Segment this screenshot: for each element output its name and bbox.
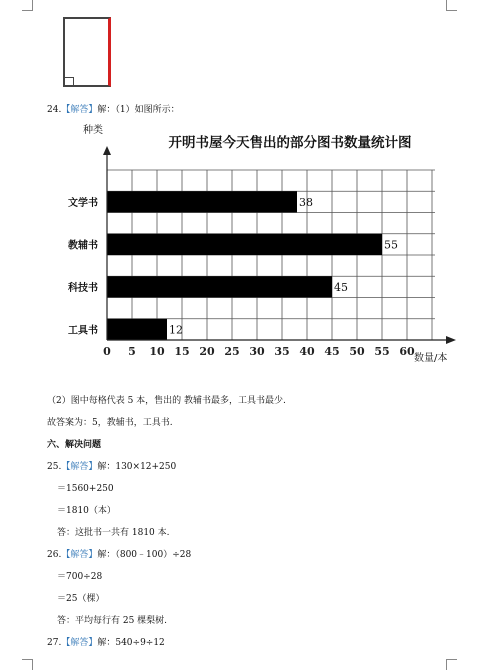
q24-part2-line: （2）图中每格代表 5 本，售出的 教辅书最多，工具书最少.	[47, 396, 286, 406]
crop-mark-bottom-left	[32, 660, 33, 670]
q26-line	[47, 550, 191, 561]
y-axis-arrow	[103, 146, 111, 155]
bar-value-label: 45	[334, 280, 348, 294]
q26-answer-tag: 【解答】	[61, 550, 98, 560]
category-label: 文学书	[68, 197, 98, 209]
x-tick-label: 5	[128, 345, 136, 358]
chart-title: 开明书屋今天售出的部分图书数量统计图	[168, 135, 412, 151]
bar-1	[107, 234, 382, 255]
x-tick-label: 15	[174, 345, 190, 358]
q25-step2: ＝1810（本）	[57, 506, 116, 516]
q24-part2-answer: 故答案为：5，教辅书，工具书.	[47, 418, 173, 428]
x-axis-arrow	[446, 336, 456, 344]
x-tick-label: 35	[274, 345, 290, 358]
x-axis-label: 数量/本	[414, 353, 448, 364]
q25-answer-tag: 【解答】	[61, 462, 98, 472]
q24-number: 24.	[47, 105, 62, 115]
q25-number: 25.	[47, 462, 62, 472]
q26-answer: 答：平均每行有 25 棵梨树.	[57, 616, 168, 626]
q25-line	[47, 462, 176, 473]
q27-answer-tag: 【解答】	[61, 638, 98, 648]
q27-number: 27.	[47, 638, 62, 648]
crop-mark-bottom-right-h	[446, 659, 457, 660]
q27-text: 解：540÷9÷12	[97, 638, 165, 648]
q26-number: 26.	[47, 550, 62, 560]
chart-bars	[107, 191, 382, 340]
x-tick-label: 30	[249, 345, 265, 358]
q26-step2: ＝25（棵）	[57, 594, 105, 604]
q24-text: 解：（1）如图所示：	[97, 105, 180, 115]
q25-text: 解：130×12+250	[97, 462, 177, 472]
x-tick-label: 55	[374, 345, 390, 358]
x-tick-label: 50	[349, 345, 365, 358]
crop-mark-bottom-right	[446, 660, 447, 670]
x-tick-label: 0	[103, 345, 111, 358]
q25-answer: 答：这批书一共有 1810 本.	[57, 528, 170, 538]
q26-text: 解：（800﹣100）÷28	[97, 550, 192, 560]
bar-value-label: 38	[299, 195, 313, 209]
category-label: 工具书	[68, 325, 98, 337]
category-label: 教辅书	[68, 240, 98, 252]
x-tick-label: 45	[324, 345, 340, 358]
q24-answer-tag: 【解答】	[61, 105, 98, 115]
x-tick-label: 20	[199, 345, 215, 358]
bar-value-label: 55	[384, 238, 398, 252]
x-tick-label: 25	[224, 345, 240, 358]
q26-step1: ＝700÷28	[57, 572, 103, 582]
bar-3	[107, 319, 167, 340]
y-axis-label: 种类	[83, 125, 103, 136]
q27-line	[47, 638, 165, 649]
bar-value-label: 12	[169, 323, 183, 337]
x-tick-label: 10	[149, 345, 165, 358]
bar-2	[107, 276, 332, 297]
bar-0	[107, 191, 297, 212]
category-label: 科技书	[68, 282, 98, 294]
x-tick-label: 60	[399, 345, 415, 358]
crop-mark-bottom-left-h	[22, 659, 33, 660]
x-tick-label: 40	[299, 345, 315, 358]
q25-step1: ＝1560+250	[57, 484, 114, 494]
section-heading: 六、解决问题	[47, 440, 102, 450]
